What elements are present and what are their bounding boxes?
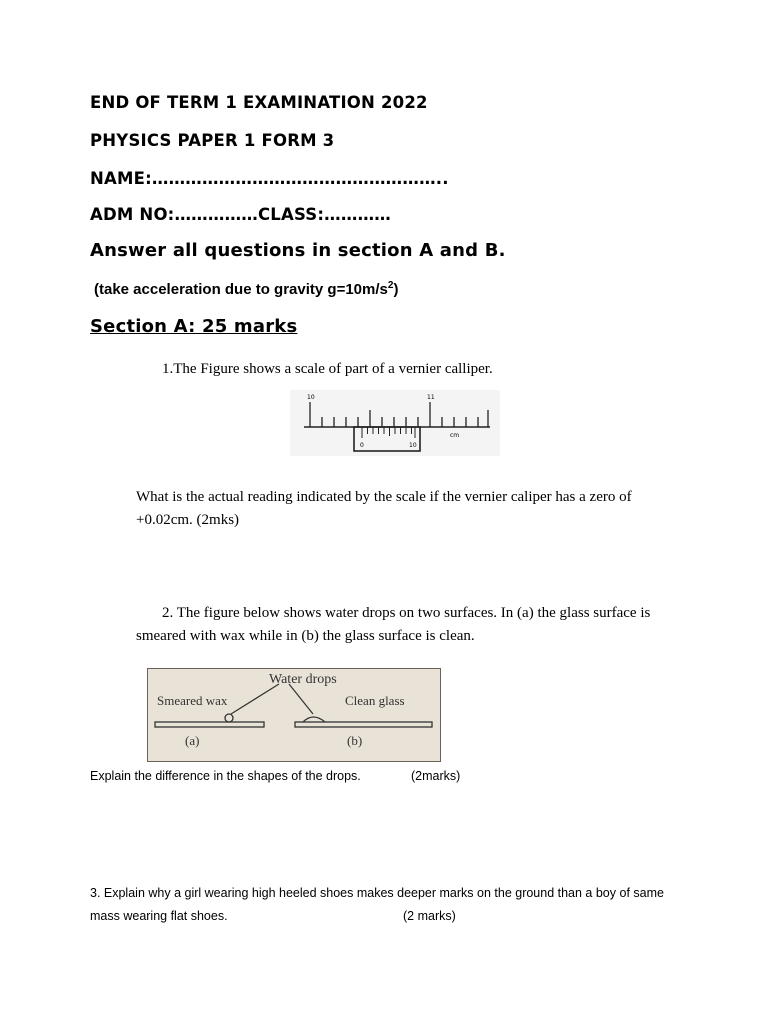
main-scale-label-10: 10: [307, 394, 315, 401]
vernier-label-0: 0: [360, 442, 364, 449]
vernier-caliper-figure: [290, 390, 500, 456]
gravity-note-prefix: (take acceleration due to gravity g=10m/s: [94, 281, 388, 298]
q2-explain: Explain the difference in the shapes of the drops.: [90, 769, 361, 783]
figure-a-label: (a): [185, 733, 200, 748]
smeared-wax-label: Smeared wax: [157, 693, 228, 708]
water-drops-figure: [147, 668, 441, 762]
section-a-title: Section A: 25 marks: [90, 316, 298, 337]
water-drops-label: Water drops: [269, 672, 337, 687]
gravity-note-sup: 2: [387, 280, 394, 291]
q3-marks: (2 marks): [403, 909, 456, 923]
gravity-note-suffix: ): [393, 281, 399, 298]
main-scale-label-11: 11: [427, 394, 435, 401]
figure-b-label: (b): [347, 733, 363, 748]
q2-text-line2: smeared with wax while in (b) the glass surface is clean.: [136, 628, 475, 644]
clean-glass-label: Clean glass: [345, 693, 405, 708]
q1-text-line1: What is the actual reading indicated by the scale if the vernier caliper has a zero of: [136, 489, 632, 505]
unit-label: cm: [450, 432, 460, 439]
q1-intro: 1.The Figure shows a scale of part of a vernier calliper.: [162, 361, 493, 377]
adm-class-line: ADM NO:……………CLASS:…………: [90, 205, 391, 224]
q3-text-line1: 3. Explain why a girl wearing high heeled shoes makes deeper marks on the ground than a boy of same: [90, 886, 664, 900]
exam-title: END OF TERM 1 EXAMINATION 2022: [90, 93, 428, 112]
instruction: Answer all questions in section A and B.: [90, 240, 506, 261]
gravity-note: [94, 280, 398, 298]
vernier-label-10: 10: [409, 442, 417, 449]
q3-text-line2: mass wearing flat shoes.: [90, 909, 228, 923]
q2-text-line1: 2. The figure below shows water drops on two surfaces. In (a) the glass surface is: [162, 605, 651, 621]
name-line: NAME:……………………………………………..: [90, 169, 449, 188]
paper-title: PHYSICS PAPER 1 FORM 3: [90, 131, 335, 150]
q1-text-line2: +0.02cm. (2mks): [136, 512, 240, 528]
q2-marks: (2marks): [411, 769, 461, 783]
